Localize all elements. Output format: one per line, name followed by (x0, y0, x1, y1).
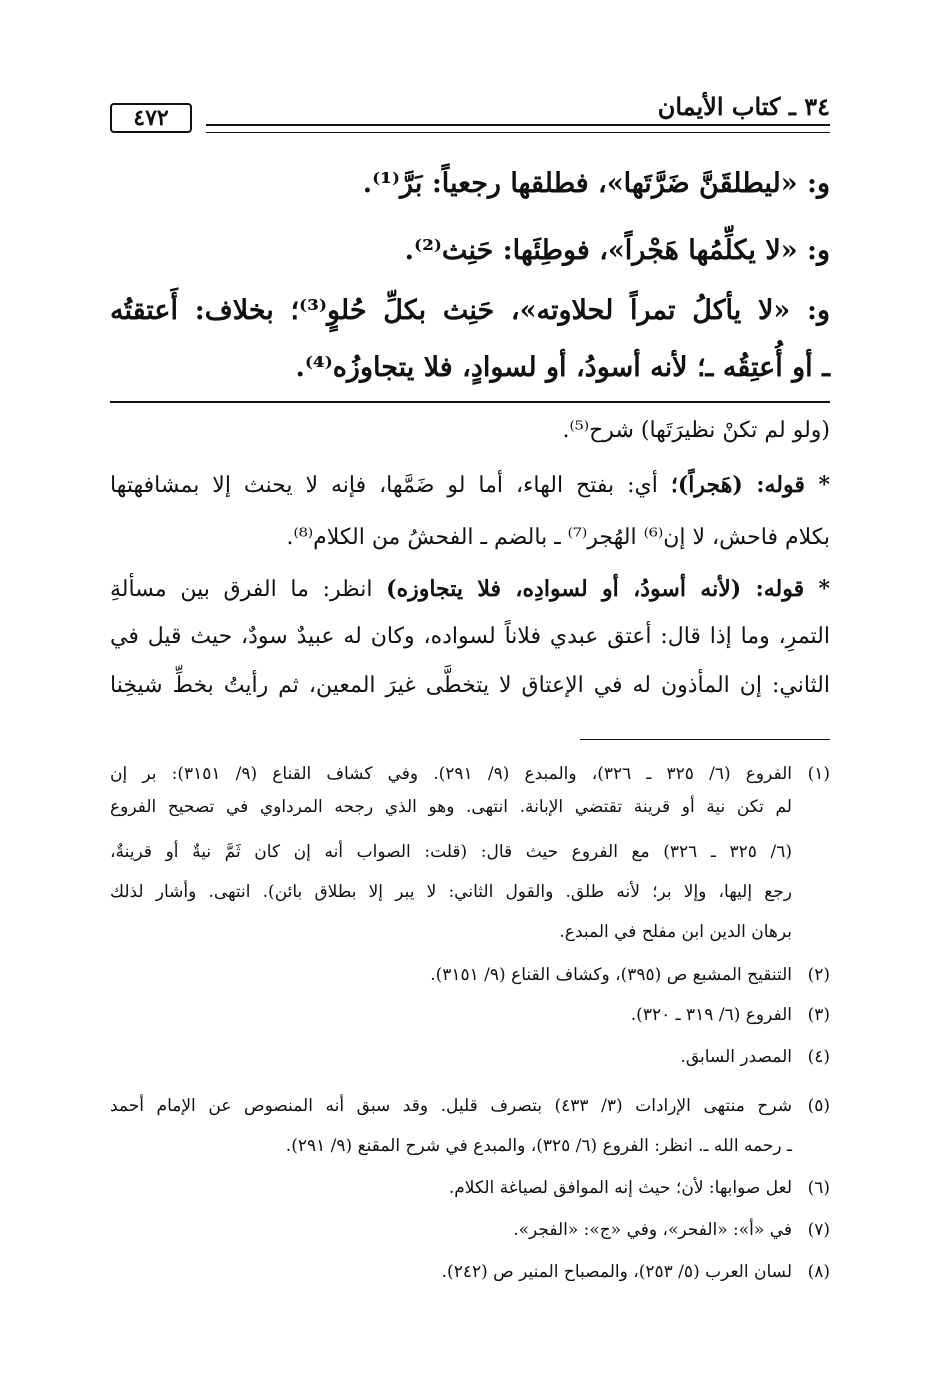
sharh-line: التمرِ، وما إذا قال: أعتق عبدي فلاناً لسواده، وكان له عبيدٌ سودٌ، حيث قيل في (110, 624, 830, 649)
matn-line: ـ أو أُعتِقُه ـ؛ لأنه أسودُ، أو لسوادٍ، فلا يتجاوزُه⁽⁴⁾. (295, 352, 830, 383)
sharh-line: الثاني: إن المأذون له في الإعتاق لا يتخطَّى غيرَ المعين، ثم رأيتُ بخطِّ شيخِنا (110, 673, 830, 698)
matn-line: و: «لا يكلِّمُها هَجْراً»، فوطِئَها: حَنِث⁽²⁾. (404, 235, 830, 266)
footnote-text: الفروع (٦/ ٣٢٥ ـ ٣٢٦)، والمبدع (٩/ ٢٩١). وفي كشاف القناع (٩/ ٣١٥١): بر إن (110, 764, 792, 784)
footnote-number: (٤) (807, 1047, 830, 1067)
footnote-number: (٥) (807, 1096, 830, 1116)
sharh-text: انظر: ما الفرق بين مسألةِ (110, 577, 373, 602)
footnote-text: لعل صوابها: لأن؛ حيث إنه الموافق لصياغة الكلام. (448, 1178, 792, 1198)
header-rule (206, 124, 830, 133)
footnote-line (110, 1178, 830, 1198)
footnote-text: في «أ»: «الفحر»، وفي «ج»: «الفجر». (513, 1220, 792, 1240)
sharh-label: * قوله: (لأنه أسودُ، أو لسوادِه، فلا يتجاوزه) (386, 576, 830, 602)
sharh-text: أي: بفتح الهاء، أما لو ضَمَّها، فإنه لا يحنث إلا بمشافهتها (110, 473, 658, 498)
footnote-text: شرح منتهى الإرادات (٣/ ٤٣٣) بتصرف قليل. وقد سبق أنه المنصوص عن الإمام أحمد (110, 1096, 792, 1116)
footnote-line (110, 1005, 830, 1025)
footnote-line (110, 1262, 830, 1282)
matn-line: و: «ليطلقَنَّ ضَرَّتَها»، فطلقها رجعياً: بَرَّ⁽¹⁾. (362, 168, 830, 199)
sharh-line (110, 472, 830, 498)
footnote-number: (٢) (807, 965, 830, 985)
footnote-line (110, 1220, 830, 1240)
footnote-text: الفروع (٦/ ٣١٩ ـ ٣٢٠). (630, 1005, 792, 1025)
footnote-line (110, 1096, 830, 1116)
footnote-text: المصدر السابق. (680, 1047, 792, 1067)
sharh-line: (ولو لم تكنْ نظيرَتَها) شرح⁽⁵⁾. (562, 418, 830, 443)
footnote-number: (٣) (807, 1005, 830, 1025)
footnote-separator (580, 739, 830, 740)
footnote-line: رجع إليها، وإلا بر؛ لأنه طلق. والقول الثاني: لا يبر إلا بطلاق بائن). انتهى. وأشار لذلك (110, 882, 792, 902)
matn-separator (110, 401, 830, 403)
sharh-label: * قوله: (هَجراً)؛ (670, 472, 831, 498)
footnote-number: (٨) (807, 1262, 830, 1282)
footnote-line (110, 764, 830, 784)
page-header (110, 88, 830, 140)
chapter-title: ٣٤ ـ كتاب الأيمان (657, 92, 830, 121)
footnote-line (110, 965, 830, 985)
footnote-number: (٧) (807, 1220, 830, 1240)
footnote-text: لسان العرب (٥/ ٢٥٣)، والمصباح المنير ص (٢٤٢). (441, 1262, 792, 1282)
footnote-line: برهان الدين ابن مفلح في المبدع. (559, 922, 792, 942)
footnote-line: (٦/ ٣٢٥ ـ ٣٢٦) مع الفروع حيث قال: (قلت: الصواب أنه إن كان ثَمَّ نيةٌ أو قرينةٌ، (110, 842, 792, 862)
sharh-line: بكلام فاحش، لا إن⁽⁶⁾ الهُجر⁽⁷⁾ ـ بالضم ـ الفحشُ من الكلام⁽⁸⁾. (286, 525, 830, 550)
footnote-line: ـ رحمه الله ـ. انظر: الفروع (٦/ ٣٢٥)، والمبدع في شرح المقنع (٩/ ٢٩١). (285, 1136, 792, 1156)
footnote-line (110, 1047, 830, 1067)
footnote-line: لم تكن نية أو قرينة تقتضي الإبانة. انتهى. وهو الذي رجحه المرداوي في تصحيح الفروع (110, 797, 792, 817)
footnote-number: (١) (807, 764, 830, 784)
page-number: ٤٧٢ (110, 103, 192, 133)
footnote-text: التنقيح المشبع ص (٣٩٥)، وكشاف القناع (٩/ ٣١٥١). (430, 965, 792, 985)
matn-line: و: «لا يأكلُ تمراً لحلاوته»، حَنِث بكلِّ حُلوٍ⁽³⁾؛ بخلاف: أَعتقتُه (110, 295, 830, 326)
footnote-number: (٦) (807, 1178, 830, 1198)
sharh-line (110, 576, 830, 602)
